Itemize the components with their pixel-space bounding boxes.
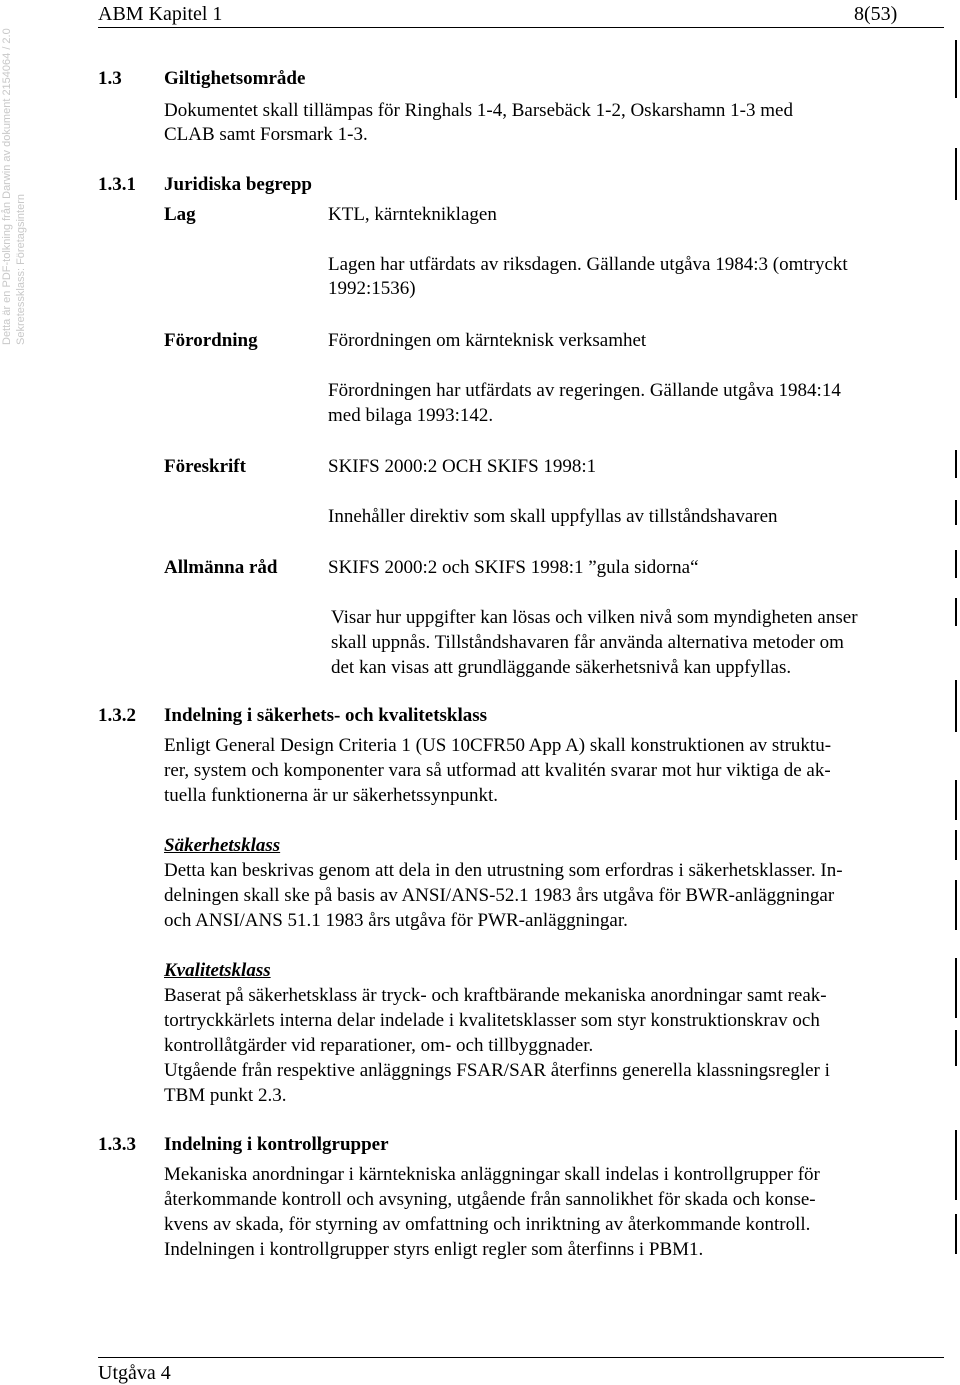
subheading-quality-class: Kvalitetsklass <box>164 960 271 981</box>
section-number: 1.3.1 <box>98 174 136 195</box>
section-title: Giltighetsområde <box>164 68 306 89</box>
paragraph-line: Baserat på säkerhetsklass är tryck- och kraftbärande mekaniska anordningar samt reak- <box>164 985 827 1006</box>
change-bar <box>955 1030 957 1066</box>
footer-edition: Utgåva 4 <box>98 1362 171 1384</box>
change-bar <box>955 830 957 860</box>
term-label: Lag <box>164 204 196 225</box>
change-bar <box>955 450 957 478</box>
subheading-safety-class: Säkerhetsklass <box>164 835 281 856</box>
paragraph-line: tuella funktionerna är ur säkerhetssynpunkt. <box>164 785 498 806</box>
change-bar <box>955 550 957 578</box>
paragraph-line: återkommande kontroll och avsyning, utgående från sannolikhet för skada och konse- <box>164 1189 816 1210</box>
paragraph-line: Utgående från respektive anläggnings FSAR/SAR återfinns generella klassningsregler i <box>164 1060 830 1081</box>
term-description: skall uppnås. Tillståndshavaren får använda alternativa metoder om <box>331 632 844 653</box>
section-number: 1.3 <box>98 68 122 89</box>
term-name: SKIFS 2000:2 och SKIFS 1998:1 ”gula sidorna“ <box>328 557 699 578</box>
paragraph-line: Detta kan beskrivas genom att dela in den utrustning som erfordras i säkerhetsklasser. In- <box>164 860 843 881</box>
paragraph-line: CLAB samt Forsmark 1-3. <box>164 124 368 145</box>
change-bar <box>955 680 957 732</box>
term-name: SKIFS 2000:2 OCH SKIFS 1998:1 <box>328 456 597 477</box>
section-title: Indelning i kontrollgrupper <box>164 1134 389 1155</box>
section-title: Juridiska begrepp <box>164 174 312 195</box>
term-description: 1992:1536) <box>328 278 416 299</box>
paragraph-line: Dokumentet skall tillämpas för Ringhals 1-4, Barsebäck 1-2, Oskarshamn 1-3 med <box>164 100 793 121</box>
change-bar <box>955 40 957 98</box>
paragraph-line: tortryckkärlets interna delar indelade i kvalitetsklasser som styr konstruktionskrav och <box>164 1010 820 1031</box>
term-description: det kan visas att grundläggande säkerhetsnivå kan uppfyllas. <box>331 657 792 678</box>
page-number: 8(53) <box>854 3 898 25</box>
term-description: Lagen har utfärdats av riksdagen. Gällande utgåva 1984:3 (omtryckt <box>328 254 848 275</box>
change-bar <box>955 598 957 626</box>
change-bar <box>955 880 957 930</box>
change-bar <box>955 1130 957 1200</box>
term-description: Visar hur uppgifter kan lösas och vilken nivå som myndigheten anser <box>331 607 858 628</box>
paragraph-line: Indelningen i kontrollgrupper styrs enligt regler som återfinns i PBM1. <box>164 1239 704 1260</box>
stamp-line-2: Sekretessklass: Företagsintern <box>15 193 27 345</box>
stamp-line-1: Detta är en PDF-tolkning från Darwin av dokument 2154064 / 2.0 <box>1 28 13 345</box>
header-title: ABM Kapitel 1 <box>98 3 223 25</box>
section-number: 1.3.3 <box>98 1134 136 1155</box>
paragraph-line: kontrollåtgärder vid reparationer, om- och tillbyggnader. <box>164 1035 594 1056</box>
paragraph-line: TBM punkt 2.3. <box>164 1085 287 1106</box>
footer-rule <box>98 1357 944 1358</box>
change-bar <box>955 958 957 1018</box>
term-name: KTL, kärntekniklagen <box>328 204 497 225</box>
section-title: Indelning i säkerhets- och kvalitetsklass <box>164 705 488 726</box>
document-stamp <box>0 28 28 345</box>
paragraph-line: Enligt General Design Criteria 1 (US 10CFR50 App A) skall konstruktionen av struktu- <box>164 735 832 756</box>
change-bar <box>955 780 957 820</box>
term-description: Förordningen har utfärdats av regeringen. Gällande utgåva 1984:14 <box>328 380 841 401</box>
term-description: med bilaga 1993:142. <box>328 405 494 426</box>
term-label: Allmänna råd <box>164 557 278 578</box>
header-rule <box>98 27 944 28</box>
change-bar <box>955 500 957 525</box>
term-name: Förordningen om kärnteknisk verksamhet <box>328 330 647 351</box>
term-description: Innehåller direktiv som skall uppfyllas av tillståndshavaren <box>328 506 778 527</box>
paragraph-line: Mekaniska anordningar i kärntekniska anläggningar skall indelas i kontrollgrupper för <box>164 1164 820 1185</box>
term-label: Föreskrift <box>164 456 246 477</box>
paragraph-line: kvens av skada, för styrning av omfattning och inriktning av återkommande kontroll. <box>164 1214 811 1235</box>
paragraph-line: rer, system och komponenter vara så utformad att kvalitén svarar mot hur viktiga de ak- <box>164 760 831 781</box>
term-label: Förordning <box>164 330 258 351</box>
section-number: 1.3.2 <box>98 705 136 726</box>
paragraph-line: delningen skall ske på basis av ANSI/ANS-52.1 1983 års utgåva för BWR-anläggningar <box>164 885 835 906</box>
change-bar <box>955 148 957 200</box>
paragraph-line: och ANSI/ANS 51.1 1983 års utgåva för PWR-anläggningar. <box>164 910 628 931</box>
change-bar <box>955 1214 957 1254</box>
